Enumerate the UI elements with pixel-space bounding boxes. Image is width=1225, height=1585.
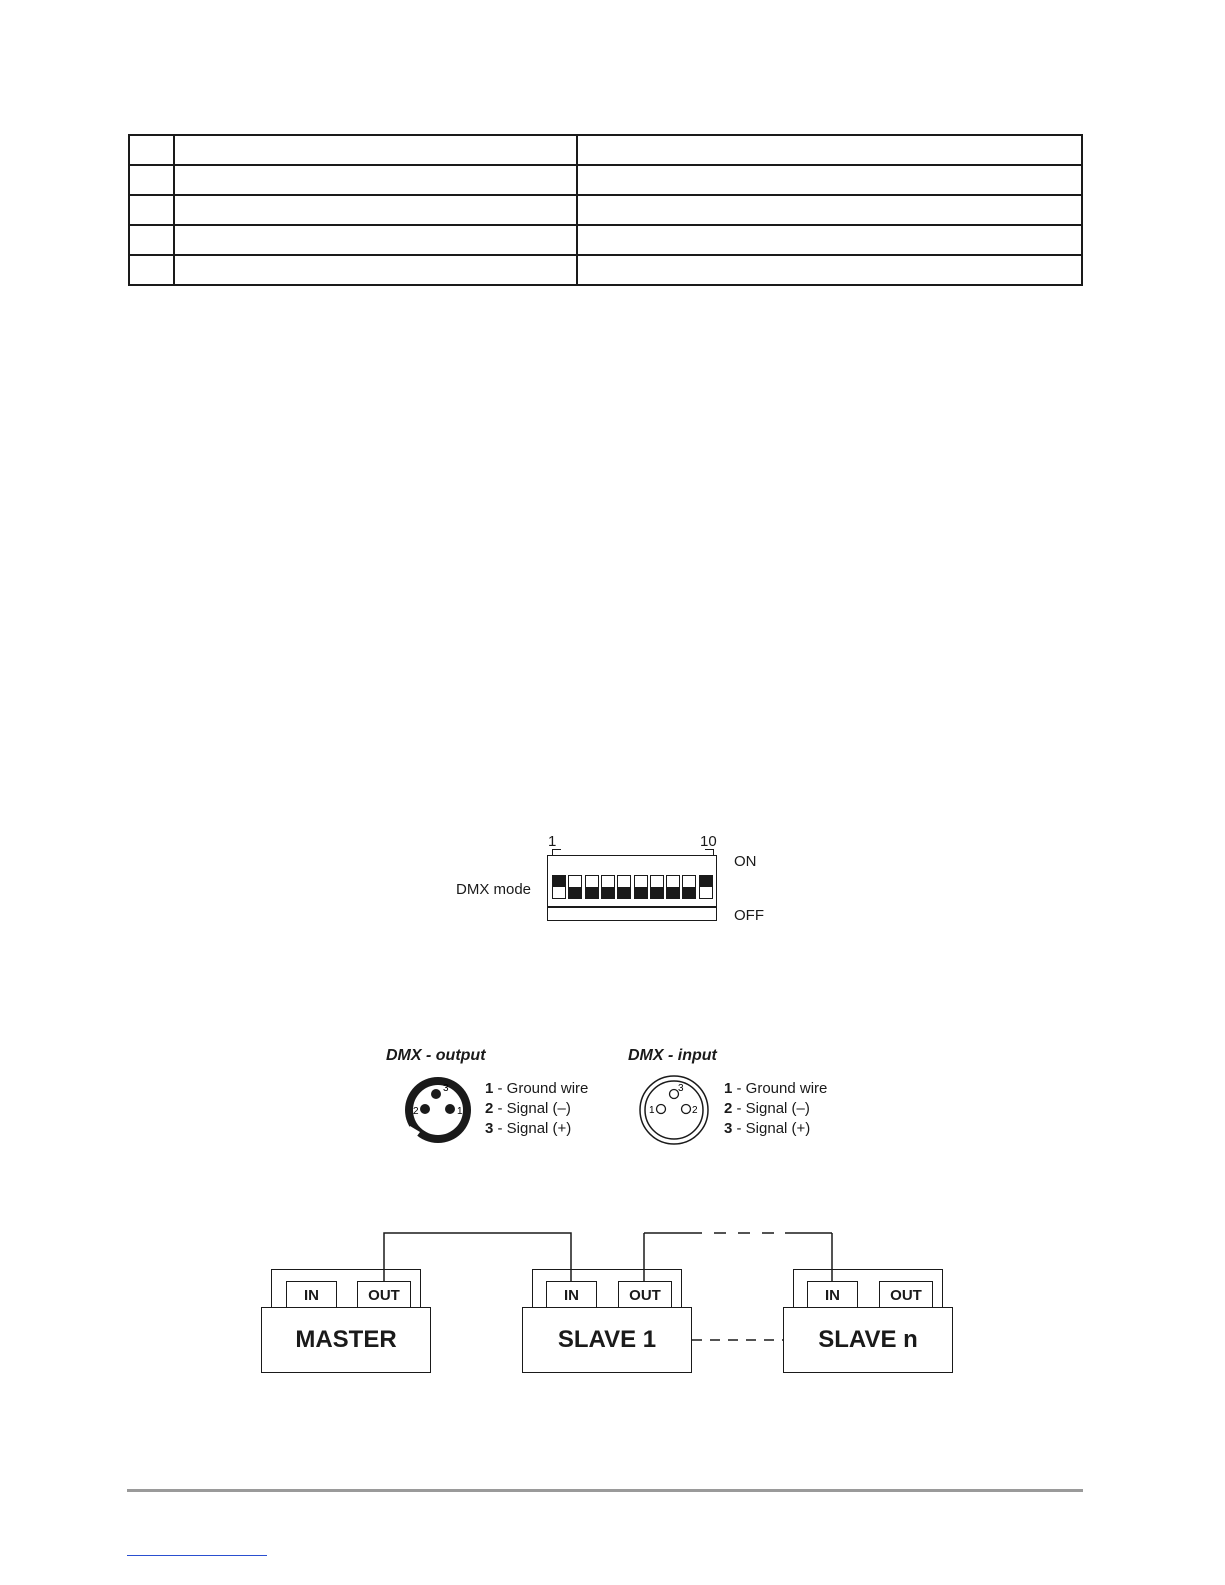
dmx-output-title: DMX - output (386, 1047, 486, 1064)
pin-label: 3 (678, 1083, 684, 1094)
slave1-out-port: OUT (618, 1281, 672, 1310)
pin-row: 3 - Signal (+) (485, 1120, 572, 1137)
pin-label: 1 (649, 1105, 655, 1116)
slave1-in-port: IN (546, 1281, 597, 1310)
slave1-unit: SLAVE 1 (522, 1307, 692, 1373)
pin-label: 3 (443, 1083, 449, 1094)
master-out-port: OUT (357, 1281, 411, 1310)
pin-label: 2 (692, 1105, 698, 1116)
slave-n-in-port: IN (807, 1281, 858, 1310)
pin-row: 1 - Ground wire (485, 1080, 589, 1097)
master-in-port: IN (286, 1281, 337, 1310)
footer-link-underline[interactable] (127, 1555, 267, 1556)
pin-row: 3 - Signal (+) (724, 1120, 811, 1137)
pin-label: 1 (457, 1106, 463, 1117)
pin-row: 2 - Signal (–) (485, 1100, 571, 1117)
dip-off-label: OFF (734, 907, 764, 924)
slave-n-unit: SLAVE n (783, 1307, 953, 1373)
slave-n-out-port: OUT (879, 1281, 933, 1310)
dip-first-label: 1 (548, 833, 557, 850)
dip-on-label: ON (734, 853, 757, 870)
footer-rule (127, 1489, 1083, 1492)
pin-label: 2 (413, 1106, 419, 1117)
dip-last-label: 10 (700, 833, 717, 850)
master-unit: MASTER (261, 1307, 431, 1373)
dmx-input-title: DMX - input (628, 1047, 717, 1064)
pin-row: 2 - Signal (–) (724, 1100, 810, 1117)
pin-row: 1 - Ground wire (724, 1080, 828, 1097)
dip-mode-label: DMX mode (456, 881, 532, 898)
